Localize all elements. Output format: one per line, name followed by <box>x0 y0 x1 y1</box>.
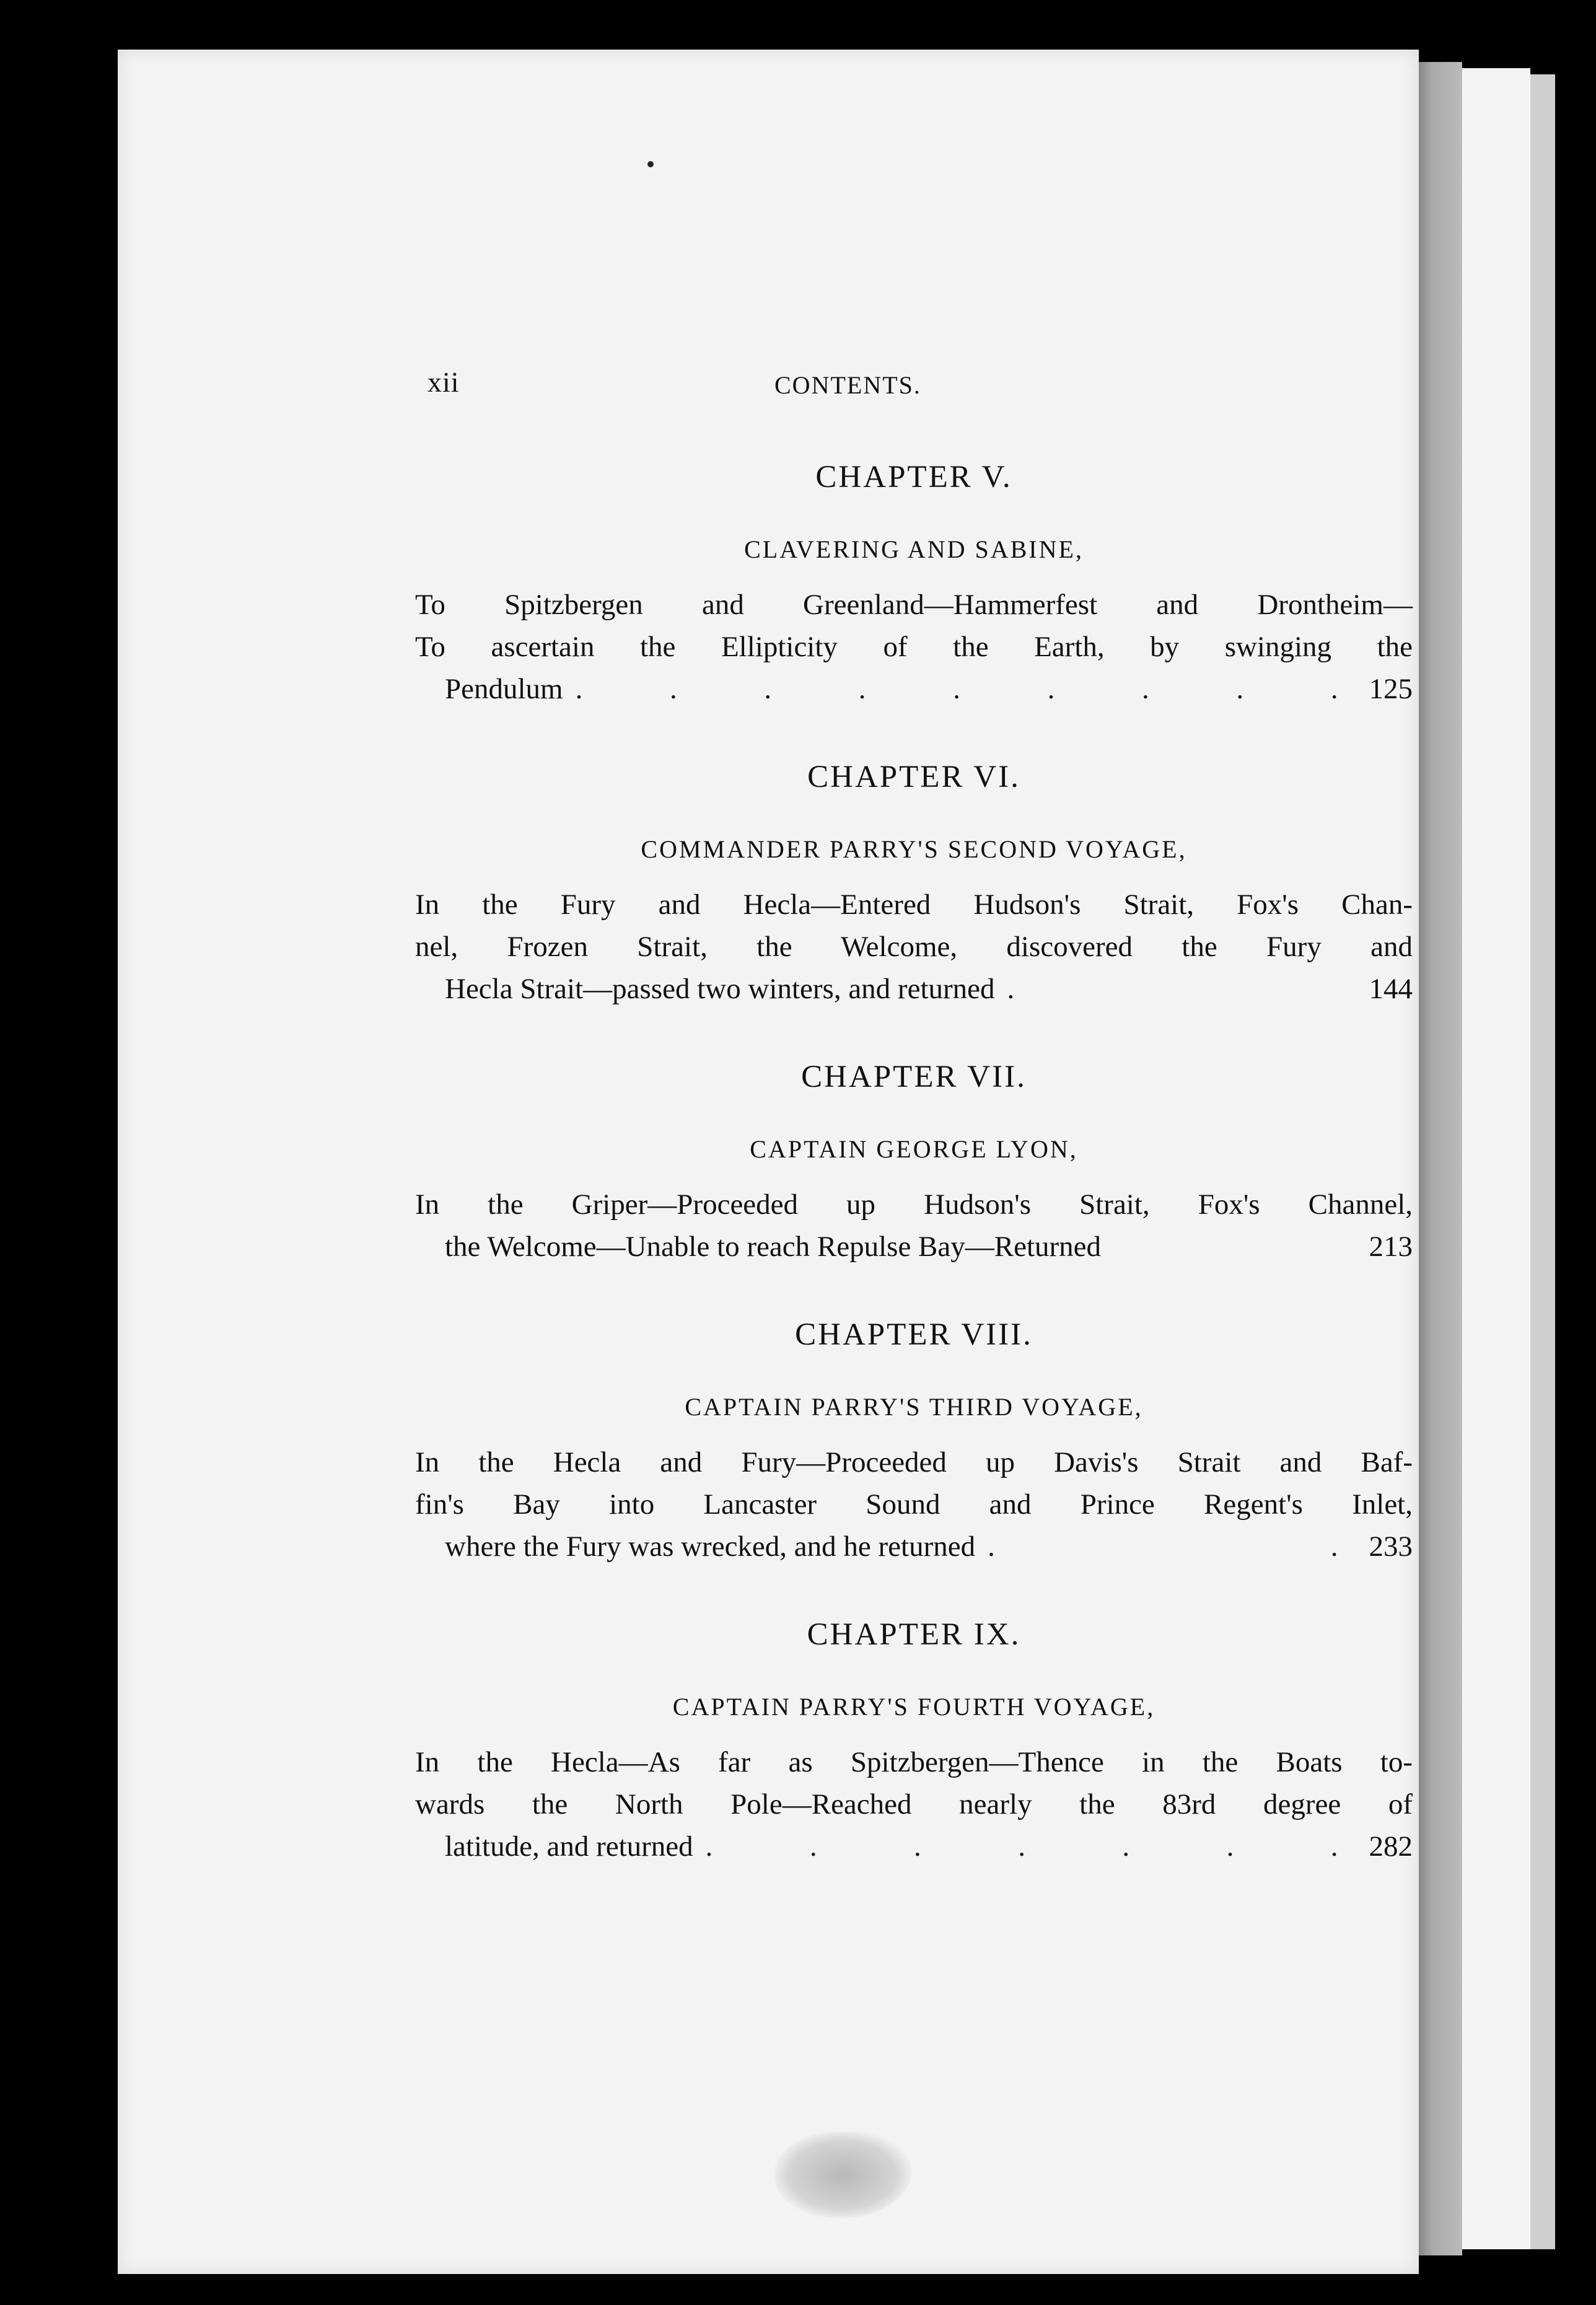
summary-line: To Spitzbergen and Greenland—Hammerfest and Drontheim— <box>415 589 1413 621</box>
summary-line: nel, Frozen Strait, the Welcome, discovered the Fury and <box>415 931 1413 963</box>
page-reference: 233 <box>1369 1530 1413 1563</box>
summary-line: In the Hecla—As far as Spitzbergen—Thence in the Boats to- <box>415 1746 1413 1778</box>
dot-leaders: . . . . . . . . . <box>575 673 1357 705</box>
page-reference: 125 <box>1369 673 1413 705</box>
dot-leaders: . . <box>988 1530 1357 1563</box>
book-spine-strip <box>1530 74 1555 2249</box>
summary-line-text: Pendulum <box>445 673 563 705</box>
running-title: CONTENTS. <box>774 371 921 399</box>
summary-line: In the Hecla and Fury—Proceeded up Davis's Strait and Baf- <box>415 1446 1413 1478</box>
summary-line: fin's Bay into Lancaster Sound and Prince Regent's Inlet, <box>415 1488 1413 1521</box>
chapter-summary <box>415 1741 1413 1868</box>
facing-page-edge <box>1462 68 1530 2249</box>
chapter-entry <box>415 758 1413 1010</box>
summary-line: To ascertain the Ellipticity of the Earth, by swinging the <box>415 631 1413 663</box>
chapter-heading: CHAPTER VII. <box>801 1060 1027 1094</box>
ink-stain <box>774 2132 911 2218</box>
summary-line-text: where the Fury was wrecked, and he returned <box>445 1530 976 1563</box>
dot-leaders: . <box>1007 973 1033 1005</box>
chapter-heading: CHAPTER VIII. <box>795 1317 1033 1352</box>
summary-line: wards the North Pole—Reached nearly the 83rd degree of <box>415 1788 1413 1820</box>
summary-line-text: latitude, and returned <box>445 1830 693 1863</box>
dot-leaders: . . . . . . . <box>705 1830 1357 1863</box>
summary-last-line <box>445 668 1413 710</box>
page-header <box>118 366 1419 409</box>
summary-last-line <box>445 1825 1413 1868</box>
summary-last-line <box>445 968 1413 1010</box>
chapter-heading: CHAPTER VI. <box>807 760 1020 794</box>
chapter-entry <box>415 1316 1413 1568</box>
book-page <box>118 50 1419 2274</box>
table-of-contents <box>415 459 1413 1916</box>
summary-line: In the Fury and Hecla—Entered Hudson's Strait, Fox's Chan- <box>415 889 1413 921</box>
chapter-entry <box>415 1616 1413 1868</box>
chapter-subject: CAPTAIN PARRY'S THIRD VOYAGE, <box>685 1393 1143 1421</box>
chapter-subject: COMMANDER PARRY'S SECOND VOYAGE, <box>641 835 1187 863</box>
chapter-entry <box>415 1058 1413 1268</box>
summary-line-text: Hecla Strait—passed two winters, and returned <box>445 973 995 1005</box>
page-reference: 144 <box>1369 973 1413 1005</box>
summary-last-line <box>445 1226 1413 1268</box>
page-reference: 282 <box>1369 1830 1413 1863</box>
chapter-summary <box>415 1441 1413 1568</box>
chapter-subject: CLAVERING AND SABINE, <box>744 535 1084 563</box>
chapter-entry <box>415 459 1413 710</box>
summary-line: In the Griper—Proceeded up Hudson's Strait, Fox's Channel, <box>415 1188 1413 1221</box>
summary-line-text: the Welcome—Unable to reach Repulse Bay—Returned <box>445 1231 1102 1263</box>
page-edge-shadow <box>1413 62 1462 2255</box>
ink-speck <box>647 161 654 167</box>
chapter-heading: CHAPTER IX. <box>807 1617 1021 1652</box>
chapter-summary <box>415 584 1413 710</box>
chapter-summary <box>415 1183 1413 1268</box>
chapter-summary <box>415 884 1413 1010</box>
chapter-heading: CHAPTER V. <box>815 460 1012 494</box>
summary-last-line <box>445 1526 1413 1568</box>
chapter-subject: CAPTAIN PARRY'S FOURTH VOYAGE, <box>672 1693 1155 1721</box>
chapter-subject: CAPTAIN GEORGE LYON, <box>750 1135 1078 1163</box>
page-reference: 213 <box>1369 1231 1413 1263</box>
page-number: xii <box>428 366 460 398</box>
